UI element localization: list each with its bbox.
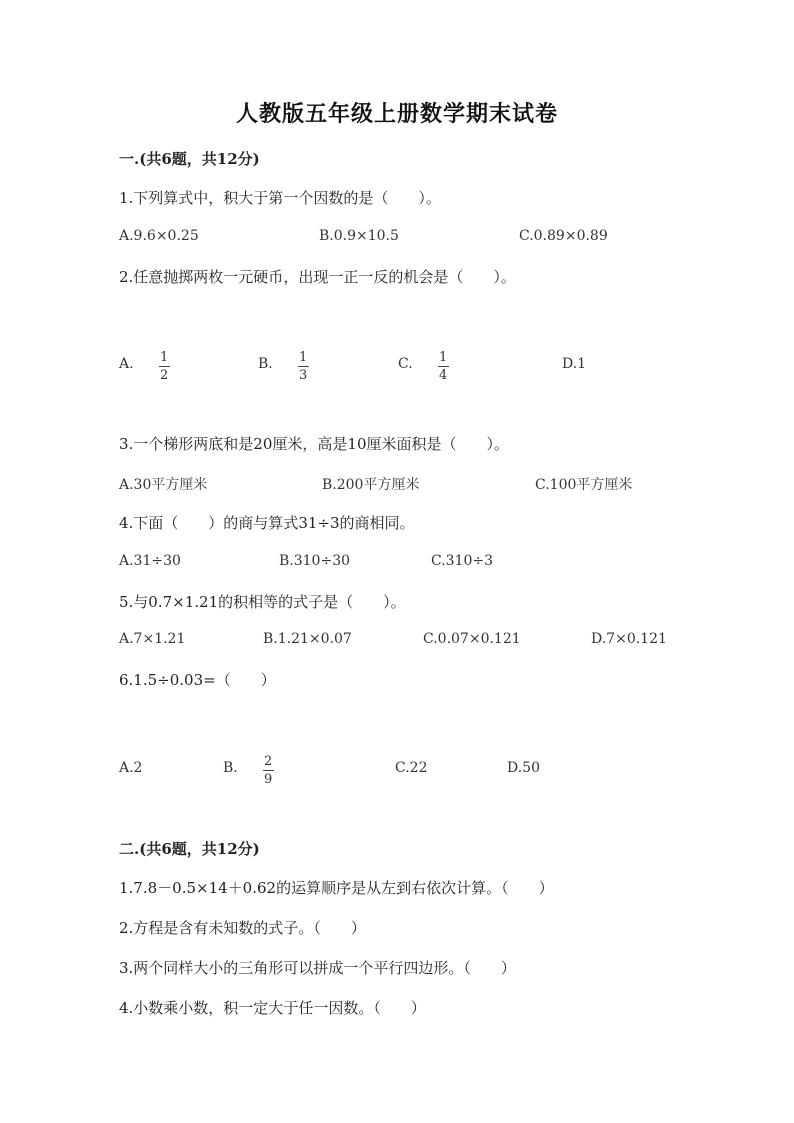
q1-option-a: A.9.6×0.25 [119, 228, 199, 244]
fraction-denominator: 9 [264, 772, 273, 787]
q3-option-a: A.30平方厘米 [119, 477, 208, 493]
q4-option-a: A.31÷30 [119, 553, 181, 569]
section-header: 二.(共6题，共12分) [119, 840, 260, 858]
q6-option-b-label: B. [223, 760, 238, 776]
fraction-numerator: 1 [299, 350, 308, 365]
q4-option-b: B.310÷30 [279, 553, 351, 569]
tf-question-2: 2.方程是含有未知数的式子。（ ） [119, 919, 366, 937]
q2-option-a-fraction [158, 351, 170, 382]
q3-option-b: B.200平方厘米 [322, 477, 420, 493]
fraction-denominator: 2 [160, 368, 169, 383]
q2-option-c-label: C. [398, 356, 413, 372]
fraction-numerator: 1 [160, 350, 169, 365]
tf-question-1: 1.7.8－0.5×14＋0.62的运算顺序是从左到右依次计算。（ ） [119, 879, 554, 897]
question-1-stem: 1.下列算式中，积大于第一个因数的是（ ）。 [119, 189, 441, 207]
q5-option-c: C.0.07×0.121 [423, 631, 521, 647]
question-3-stem: 3.一个梯形两底和是20厘米，高是10厘米面积是（ ）。 [119, 435, 509, 453]
question-5-stem: 5.与0.7×1.21的积相等的式子是（ ）。 [119, 593, 406, 611]
tf-question-4: 4.小数乘小数，积一定大于任一因数。（ ） [119, 999, 426, 1017]
q5-option-b: B.1.21×0.07 [263, 631, 352, 647]
q2-option-b-fraction [297, 351, 309, 382]
fraction-denominator: 4 [439, 368, 448, 383]
q2-option-d: D.1 [562, 356, 587, 372]
q4-option-c: C.310÷3 [431, 553, 494, 569]
q6-option-a: A.2 [119, 760, 143, 776]
question-6-stem: 6.1.5÷0.03=（ ） [119, 671, 276, 689]
q6-option-b-fraction [262, 755, 274, 786]
fraction-denominator: 3 [299, 368, 308, 383]
tf-question-3: 3.两个同样大小的三角形可以拼成一个平行四边形。（ ） [119, 959, 516, 977]
q2-option-b-label: B. [258, 356, 273, 372]
q1-option-b: B.0.9×10.5 [319, 228, 399, 244]
page-title: 人教版五年级上册数学期末试卷 [235, 101, 558, 127]
question-4-stem: 4.下面（ ）的商与算式31÷3的商相同。 [119, 514, 415, 532]
question-2-stem: 2.任意抛掷两枚一元硬币，出现一正一反的机会是（ ）。 [119, 268, 516, 286]
q5-option-d: D.7×0.121 [591, 631, 667, 647]
section-header: 一.(共6题，共12分) [119, 150, 260, 168]
q5-option-a: A.7×1.21 [119, 631, 186, 647]
q2-option-a-label: A. [119, 356, 134, 372]
q1-option-c: C.0.89×0.89 [519, 228, 608, 244]
q6-option-c: C.22 [395, 760, 428, 776]
fraction-numerator: 2 [264, 754, 273, 769]
fraction-numerator: 1 [439, 350, 448, 365]
q3-option-c: C.100平方厘米 [535, 477, 633, 493]
q6-option-d: D.50 [507, 760, 540, 776]
q2-option-c-fraction [437, 351, 449, 382]
